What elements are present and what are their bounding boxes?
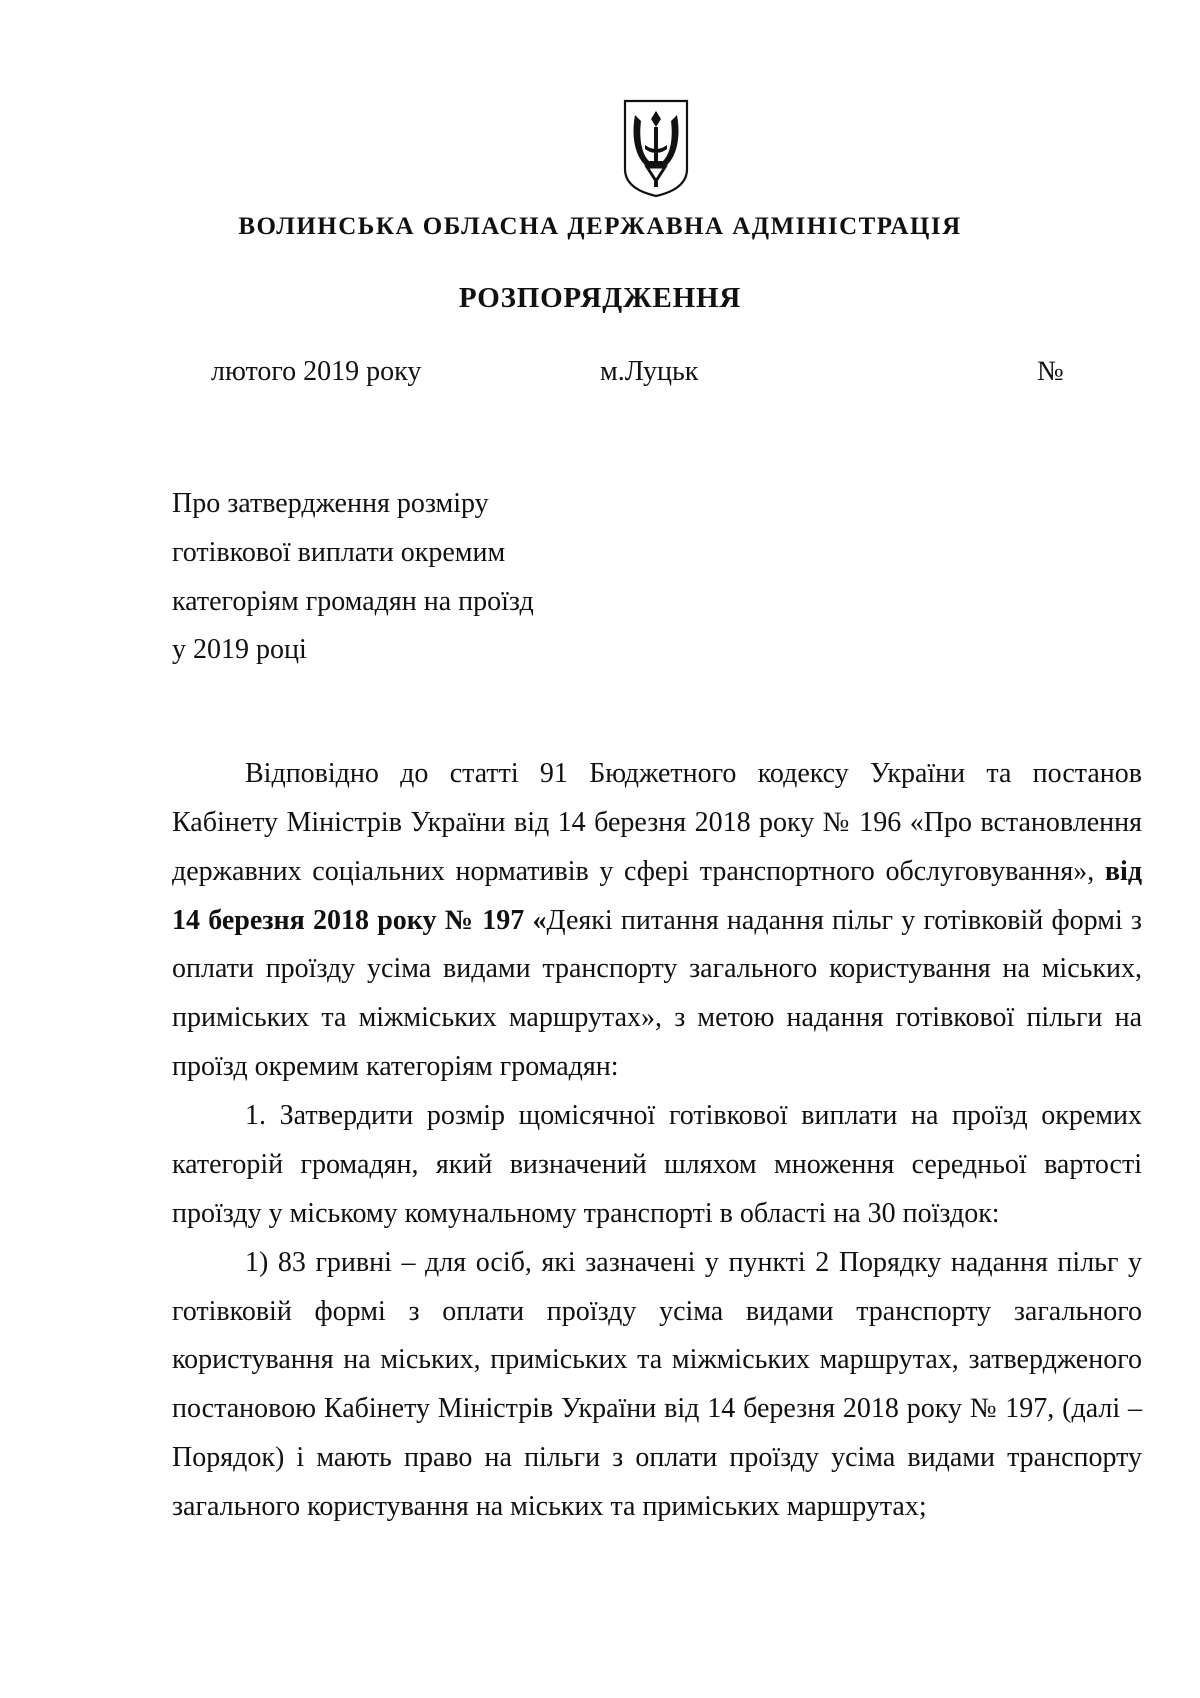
preamble-line [172,904,1142,938]
item-line: проїзду у міському комунальному транспорті в області на 30 поїздок: [172,1198,1000,1229]
subject-line: категоріям громадян на проїзд [172,586,534,617]
preamble-line: приміських та міжміських маршрутах», з метою надання готівкової пільги на [172,1002,1142,1033]
subitem-line: Порядок) і мають право на пільги з оплати проїзду усіма видами транспорту [172,1442,1142,1473]
subject-line: у 2019 році [172,634,307,665]
preamble-text: державних соціальних нормативів у сфері транспортного обслуговування», [172,856,1095,887]
preamble-bold-text: 14 березня 2018 року № 197 « [172,905,547,936]
subitem-line: користування на міських, приміських та міжміських маршрутах, затвердженого [172,1344,1142,1375]
item-line: категорій громадян, який визначений шляхом множення середньої вартості [172,1149,1142,1180]
preamble-line: Відповідно до статті 91 Бюджетного кодексу України та постанов [245,758,1142,789]
subject-line: готівкової виплати окремим [172,537,506,568]
subitem-line: готівковій формі з оплати проїзду усіма видами транспорту загального [172,1296,1142,1327]
document-number-label: № [1037,356,1064,387]
subitem-line: загального користування на міських та приміських маршрутах; [172,1491,927,1522]
document-type-title: РОЗПОРЯДЖЕННЯ [458,282,742,314]
preamble-line: оплати проїзду усіма видами транспорту загального користування на міських, [172,953,1142,984]
subitem-line: постановою Кабінету Міністрів України від 14 березня 2018 року № 197, (далі – [172,1393,1142,1424]
preamble-line [172,855,1142,889]
trident-coat-of-arms-icon [621,97,691,199]
subitem-line: 1) 83 гривні – для осіб, які зазначені у пункті 2 Порядку надання пільг у [245,1247,1142,1278]
preamble-line: проїзд окремим категоріям громадян: [172,1051,619,1082]
organization-name: ВОЛИНСЬКА ОБЛАСНА ДЕРЖАВНА АДМІНІСТРАЦІЯ [238,213,962,240]
document-date: лютого 2019 року [211,356,422,387]
preamble-bold-text: від [1104,856,1142,887]
item-line: 1. Затвердити розмір щомісячної готівкової виплати на проїзд окремих [245,1100,1142,1131]
preamble-line: Кабінету Міністрів України від 14 березня 2018 року № 196 «Про встановлення [172,807,1142,838]
subject-line: Про затвердження розміру [172,488,489,519]
document-city: м.Луцьк [600,356,699,387]
preamble-text: Деякі питання надання пільг у готівковій формі з [546,905,1142,936]
